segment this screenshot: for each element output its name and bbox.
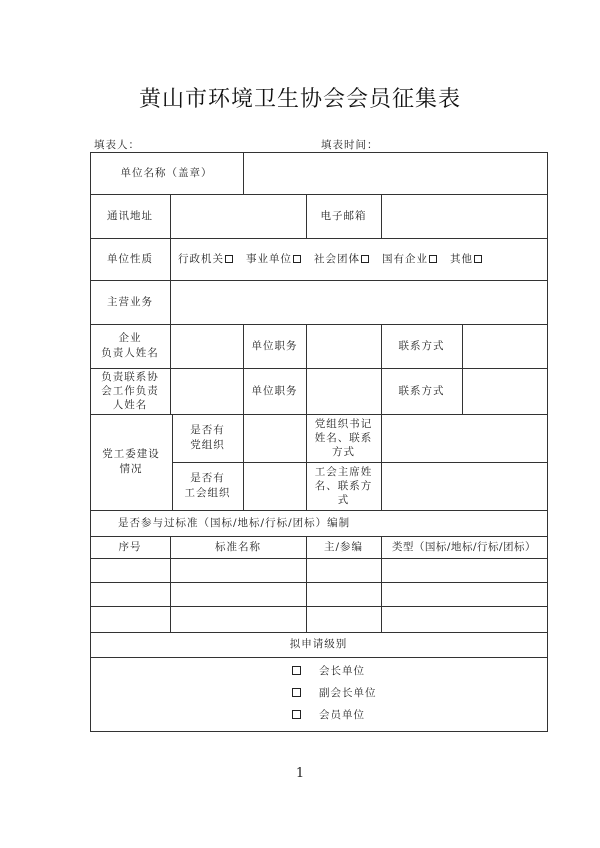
level-label: 会长单位 <box>319 665 365 677</box>
form-title: 黄山市环境卫生协会会员征集表 <box>138 87 461 112</box>
liaison-contact-label: 联系方式 <box>398 384 445 397</box>
checkbox-icon[interactable] <box>429 255 437 263</box>
liaison-position-label: 单位职务 <box>251 384 298 397</box>
nature-option-institution[interactable] <box>246 252 301 267</box>
nature-option-social-group[interactable] <box>314 252 369 267</box>
std-table-row[interactable] <box>90 606 547 632</box>
level-option-vice-president[interactable] <box>292 685 377 700</box>
standards-question: 是否参与过标准（国标/地标/行标/团标）编制 <box>118 516 351 529</box>
level-label: 副会长单位 <box>319 687 377 699</box>
unit-nature-options <box>170 238 547 280</box>
option-label: 国有企业 <box>382 252 428 265</box>
checkbox-icon[interactable] <box>361 255 369 263</box>
option-label: 其他 <box>450 252 473 265</box>
checkbox-icon[interactable] <box>292 688 301 697</box>
leader-name-label: 企业 负责人姓名 <box>101 332 159 359</box>
option-label: 事业单位 <box>246 252 292 265</box>
party-secretary-label: 党组织书记 姓名、联系 方式 <box>314 418 373 458</box>
filler-label: 填表人： <box>94 139 140 151</box>
level-label: 会员单位 <box>319 709 365 721</box>
level-option-president[interactable] <box>292 663 365 678</box>
address-field[interactable] <box>170 194 306 238</box>
has-party-org-label: 是否有 党组织 <box>190 424 225 451</box>
unit-nature-label: 单位性质 <box>107 252 153 265</box>
union-chair-label: 工会主席姓 名、联系方 式 <box>314 466 373 506</box>
std-header-role: 主/参编 <box>323 540 364 553</box>
leader-position-label: 单位职务 <box>251 339 298 352</box>
std-header-index: 序号 <box>118 540 142 553</box>
liaison-position-field[interactable] <box>306 368 381 414</box>
page-number: 1 <box>295 766 305 781</box>
std-table-row[interactable] <box>90 582 547 606</box>
option-label: 社会团体 <box>314 252 360 265</box>
leader-name-field[interactable] <box>170 324 243 368</box>
party-secretary-field[interactable] <box>381 414 547 462</box>
unit-name-field[interactable] <box>243 152 547 194</box>
std-table-row[interactable] <box>90 558 547 582</box>
liaison-name-field[interactable] <box>170 368 243 414</box>
leader-contact-field[interactable] <box>462 324 547 368</box>
leader-position-field[interactable] <box>306 324 381 368</box>
liaison-contact-field[interactable] <box>462 368 547 414</box>
checkbox-icon[interactable] <box>292 710 301 719</box>
checkbox-icon[interactable] <box>225 255 233 263</box>
address-label: 通讯地址 <box>107 209 153 222</box>
nature-option-government[interactable] <box>178 252 233 267</box>
level-option-member[interactable] <box>292 707 365 722</box>
email-label: 电子邮箱 <box>320 209 367 222</box>
nature-option-other[interactable] <box>450 252 482 267</box>
has-union-label: 是否有 工会组织 <box>184 472 231 499</box>
liaison-name-label: 负责联系协 会工作负责 人姓名 <box>101 371 159 411</box>
has-party-org-field[interactable] <box>243 414 306 462</box>
date-label: 填表时间： <box>321 139 379 151</box>
has-union-field[interactable] <box>243 462 306 510</box>
leader-contact-label: 联系方式 <box>398 339 445 352</box>
union-chair-field[interactable] <box>381 462 547 510</box>
checkbox-icon[interactable] <box>292 666 301 675</box>
checkbox-icon[interactable] <box>293 255 301 263</box>
main-business-field[interactable] <box>170 280 547 324</box>
apply-level-label: 拟申请级别 <box>289 638 348 650</box>
unit-name-label: 单位名称（盖章） <box>120 166 213 179</box>
std-header-type: 类型（国标/地标/行标/团标） <box>391 540 537 553</box>
std-header-name: 标准名称 <box>215 540 261 553</box>
option-label: 行政机关 <box>178 252 224 265</box>
nature-option-state-enterprise[interactable] <box>382 252 437 267</box>
email-field[interactable] <box>381 194 547 238</box>
party-building-label: 党工委建设 情况 <box>102 448 160 475</box>
main-business-label: 主营业务 <box>107 295 153 308</box>
checkbox-icon[interactable] <box>474 255 482 263</box>
